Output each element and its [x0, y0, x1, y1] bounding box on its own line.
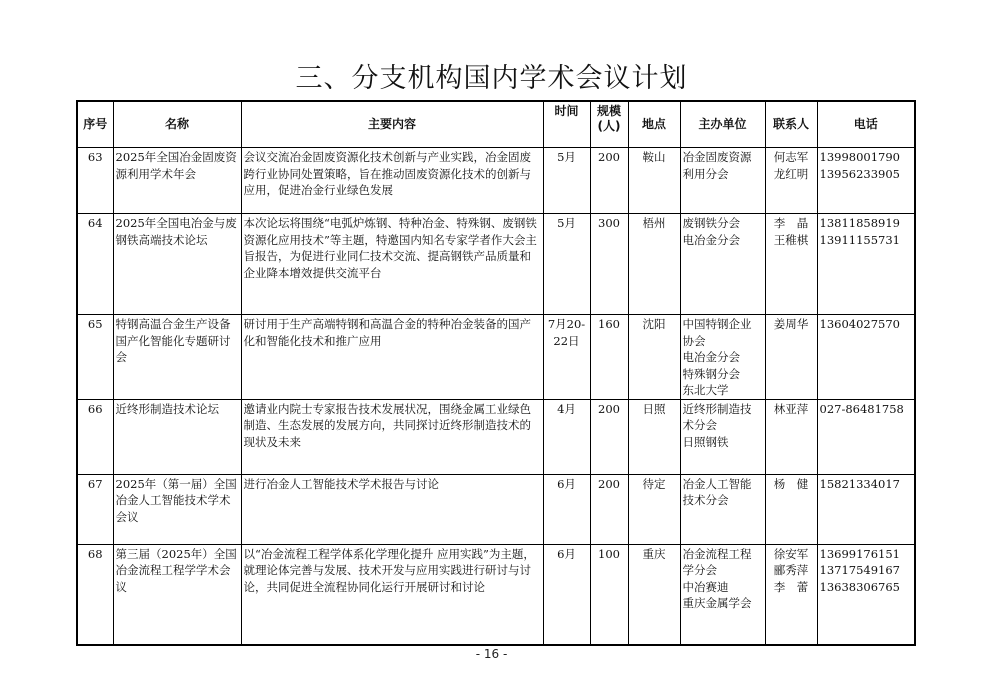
organizer-item: 中国特钢企业协会: [682, 317, 752, 348]
conference-plan-table: [76, 100, 916, 646]
phone-item: 13717549167: [819, 563, 900, 577]
organizer-item: 电冶金分会: [682, 350, 740, 364]
organizer-item: 废钢铁分会: [682, 216, 740, 230]
phone-item: 15821334017: [819, 476, 900, 491]
row-organizers: [680, 214, 765, 315]
row-content: 邀请业内院士专家报告技术发展状况，围绕金属工业绿色制造、生态发展的发展方向，共同探讨近终形制造技术的现状及未来: [241, 399, 543, 474]
row-phones: [817, 148, 915, 214]
row-time: 4月: [543, 399, 590, 474]
organizer-item: 日照钢铁: [682, 434, 729, 449]
row-name: 2025年全国冶金固废资源利用学术年会: [113, 148, 241, 214]
row-index: 66: [77, 399, 113, 474]
phone-item: 13811858919: [819, 216, 900, 230]
organizer-item: 冶金流程工程学分会: [682, 546, 752, 577]
table-row: [77, 544, 915, 645]
contact-item: 郦秀萍: [773, 563, 809, 577]
row-organizers: [680, 544, 765, 645]
header-organizer: 主办单位: [680, 101, 765, 148]
row-phones: [817, 544, 915, 645]
row-location: 重庆: [628, 544, 680, 645]
row-content: 会议交流冶金固废资源化技术创新与产业实践，冶金固废跨行业协同处置策略，旨在推动固废资源化技术的创新与应用，促进冶金行业绿色发展: [241, 148, 543, 214]
row-contacts: [765, 474, 817, 544]
table-header-row: [77, 101, 915, 148]
header-scale-line2: (人): [597, 119, 621, 133]
contact-item: 王稚棋: [773, 232, 809, 247]
phone-item: 13998001790: [819, 150, 900, 164]
row-content: 本次论坛将围绕“电弧炉炼钢、特种冶金、特殊钢、废钢铁资源化应用技术”等主题，特邀国内知名专家学者作大会主旨报告，为促进行业同仁技术交流、提高钢铁产品质量和企业降本增效提供交流平台: [241, 214, 543, 315]
phone-item: 13638306765: [819, 579, 900, 594]
row-content: 以“冶金流程工程学体系化学理化提升 应用实践”为主题，就理论体完善与发展、技术开发与应用实践进行研讨与讨论，共同促进全流程协同化运行开展研讨和讨论: [241, 544, 543, 645]
row-scale: 300: [590, 214, 628, 315]
header-contact: 联系人: [765, 101, 817, 148]
row-contacts: [765, 544, 817, 645]
header-index: 序号: [77, 101, 113, 148]
row-contacts: [765, 214, 817, 315]
table-row: [77, 214, 915, 315]
header-scale: [590, 101, 628, 148]
row-name: 近终形制造技术论坛: [113, 399, 241, 474]
phone-item: 13699176151: [819, 546, 900, 561]
row-time: 5月: [543, 214, 590, 315]
organizer-item: 冶金固废资源利用分会: [682, 150, 752, 181]
row-index: 63: [77, 148, 113, 214]
row-location: 日照: [628, 399, 680, 474]
organizer-item: 东北大学: [682, 383, 729, 397]
contact-item: 姜周华: [773, 317, 809, 331]
row-name: 第三届（2025年）全国冶金流程工程学学术会议: [113, 544, 241, 645]
row-name: 2025年（第一届）全国冶金人工智能技术学术会议: [113, 474, 241, 544]
header-name: 名称: [113, 101, 241, 148]
contact-item: 徐安军: [773, 546, 809, 561]
row-location: 梧州: [628, 214, 680, 315]
row-contacts: [765, 399, 817, 474]
page-number: - 16 -: [475, 647, 508, 661]
row-location: 待定: [628, 474, 680, 544]
row-name: 特钢高温合金生产设备国产化智能化专题研讨会: [113, 315, 241, 400]
row-index: 65: [77, 315, 113, 400]
row-organizers: [680, 474, 765, 544]
row-organizers: [680, 315, 765, 400]
phone-item: 13604027570: [819, 317, 900, 331]
row-time: 6月: [543, 544, 590, 645]
contact-item: 龙红明: [773, 166, 809, 181]
row-index: 67: [77, 474, 113, 544]
contact-item: 林亚萍: [773, 401, 809, 416]
row-location: 沈阳: [628, 315, 680, 400]
table-row: [77, 474, 915, 544]
organizer-item: 电冶金分会: [682, 232, 740, 247]
row-phones: [817, 214, 915, 315]
row-contacts: [765, 148, 817, 214]
phone-item: 13956233905: [819, 166, 900, 181]
contact-item: 杨 健: [773, 476, 809, 491]
row-phones: [817, 474, 915, 544]
row-phones: [817, 399, 915, 474]
row-scale: 160: [590, 315, 628, 400]
row-index: 68: [77, 544, 113, 645]
page-title: 三、分支机构国内学术会议计划: [295, 63, 688, 94]
organizer-item: 中冶赛迪: [682, 579, 729, 594]
phone-item: 13911155731: [819, 232, 900, 247]
header-content: 主要内容: [241, 101, 543, 148]
row-content: 研讨用于生产高端特钢和高温合金的特种冶金装备的国产化和智能化技术和推广应用: [241, 315, 543, 400]
row-name: 2025年全国电冶金与废钢铁高端技术论坛: [113, 214, 241, 315]
row-scale: 100: [590, 544, 628, 645]
row-time: 6月: [543, 474, 590, 544]
contact-item: 李 蕾: [773, 579, 809, 594]
row-scale: 200: [590, 474, 628, 544]
organizer-item: 重庆金属学会: [682, 596, 752, 610]
phone-item: 027-86481758: [819, 401, 904, 416]
organizer-item: 特殊钢分会: [682, 366, 740, 381]
row-organizers: [680, 148, 765, 214]
row-scale: 200: [590, 399, 628, 474]
row-content: 进行冶金人工智能技术学术报告与讨论: [241, 474, 543, 544]
header-scale-line1: 规模: [596, 104, 621, 118]
header-time: 时间: [543, 101, 590, 148]
organizer-item: 冶金人工智能技术分会: [682, 476, 752, 507]
row-location: 鞍山: [628, 148, 680, 214]
row-scale: 200: [590, 148, 628, 214]
row-phones: [817, 315, 915, 400]
row-index: 64: [77, 214, 113, 315]
row-contacts: [765, 315, 817, 400]
contact-item: 何志军: [773, 150, 809, 164]
table-row: [77, 399, 915, 474]
row-time: 7月20-22日: [543, 315, 590, 400]
table-row: [77, 148, 915, 214]
row-time: 5月: [543, 148, 590, 214]
header-location: 地点: [628, 101, 680, 148]
row-organizers: [680, 399, 765, 474]
header-phone: 电话: [817, 101, 915, 148]
organizer-item: 近终形制造技术分会: [682, 401, 752, 432]
table-row: [77, 315, 915, 400]
contact-item: 李 晶: [773, 216, 809, 230]
